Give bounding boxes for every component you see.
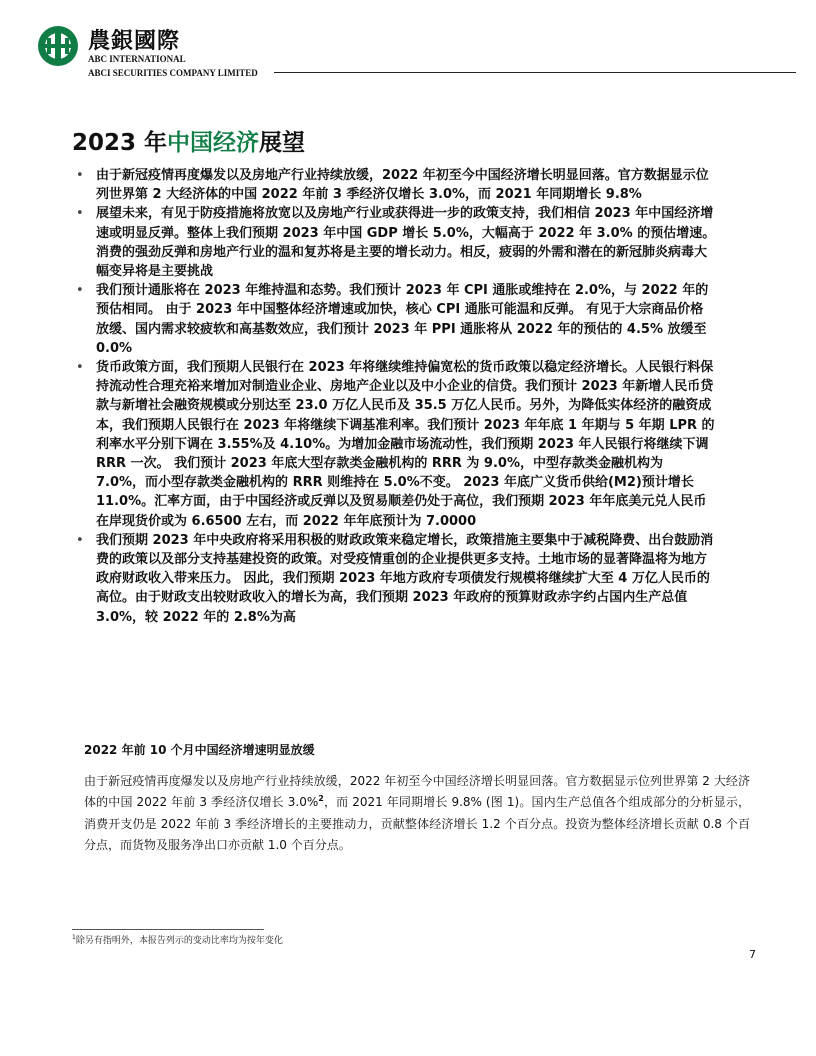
bullet-marker: • (76, 283, 84, 299)
key-point-gdp-slowdown (76, 166, 716, 204)
bullet-marker: • (76, 168, 84, 183)
page-title (72, 128, 305, 158)
footnote-reference[interactable]: 2 (318, 794, 324, 804)
paragraph-text-part1: 由于新冠疫情再度爆发以及房地产行业持续放缓，2022 年初至今中国经济增长明显回落。官方数据显示位列世界第 2 大经济体的中国 2022 年前 3 季经济仅增长 3.0% (84, 774, 750, 810)
key-point-text: 展望未来，有见于防疫措施将放宽以及房地产行业或获得进一步的政策支持，我们相信 2023 年中国经济增速或明显反弹。整体上我们预期 2023 年中国 GDP 增长 5.0%，大幅高于 2022 年 3.0% 的预估增速。消费的强劲反弹和房地产行业的温和复苏将是主要的增长动力。相反，疲弱的外需和潜在的新冠肺炎病毒大幅变异将是主要挑战 (96, 206, 716, 280)
key-point-text: 我们预计通胀将在 2023 年维持温和态势。我们预计 2023 年 CPI 通胀或维持在 2.0%，与 2022 年的预估相同。 由于 2023 年中国整体经济增速或加快，核心 CPI 通胀可能温和反弹。 有见于大宗商品价格放缓、国内需求较疲软和高基数效应，我们预计 2023 年 PPI 通胀将从 2022 年的预估的 4.5% 放缓至 0.0% (96, 283, 709, 356)
company-name-english: ABCI SECURITIES COMPANY LIMITED (88, 68, 258, 78)
section-body-paragraph (84, 771, 750, 856)
title-year: 2023 年 (72, 130, 168, 156)
section-heading: 2022 年前 10 个月中国经济增速明显放缓 (84, 743, 315, 757)
footnote-marker: 1 (72, 934, 76, 941)
page-header (36, 20, 776, 84)
paragraph-text-part2: ，而 2021 年同期增长 9.8% (图 1)。国内生产总值各个组成部分的分析显示，消费开支仍是 2022 年前 3 季经济增长的主要推动力，贡献整体经济增长 1.2 个百分点。投资为整体经济增长贡献 0.8 个百分点，而货物及服务净出口亦贡献 1.0 个百分点。 (84, 795, 750, 852)
title-highlight: 中国经济 (167, 130, 260, 156)
page-number: 7 (749, 948, 756, 961)
footnote-text: 除另有指明外，本报告列示的变动比率均为按年变化 (75, 936, 283, 946)
title-suffix: 展望 (259, 130, 306, 156)
key-point-inflation (76, 281, 716, 358)
key-point-fiscal-policy (76, 531, 716, 627)
footnote (72, 935, 283, 947)
brand-name-english: ABC INTERNATIONAL (88, 54, 186, 64)
key-point-text: 货币政策方面，我们预期人民银行在 2023 年将继续维持偏宽松的货币政策以稳定经济增长。人民银行料保持流动性合理充裕来增加对制造业企业、房地产企业以及中小企业的信贷。我们预计 2023 年新增人民币贷款与新增社会融资规模或分别达至 23.0 万亿人民币及 35.5 万亿人民币。另外，为降低实体经济的融资成本，我们预期人民银行在 2023 年将继续下调基准利率。我们预计 2023 年年底 1 年期与 5 年期 LPR 的利率水平分别下调在 3.55%及 4.10%。为增加金融市场流动性，我们预期 2023 年人民银行将继续下调 RRR 一次。 我们预计 2023 年底大型存款类金融机构的 RRR 为 9.0%，中型存款类金融机构为 7.0%，而小型存款类金融机构的 RRR 则维持在 5.0%不变。 2023 年底广义货币供给(M2)预计增长 11.0%。汇率方面，由于中国经济或反弹以及贸易顺差仍处于高位，我们预期 2023 年年底美元兑人民币在岸现货价或为 6.6500 左右，而 2022 年年底预计为 7.0000 (96, 360, 715, 529)
key-point-growth-outlook (76, 204, 716, 281)
header-divider (274, 72, 796, 73)
bullet-marker: • (76, 206, 84, 222)
bullet-marker: • (76, 360, 84, 376)
abc-bank-logo-icon (36, 24, 80, 68)
brand-name-chinese: 農銀國際 (88, 28, 181, 54)
key-point-monetary-policy (76, 358, 716, 531)
footnote-divider (72, 929, 264, 930)
key-points-list (76, 166, 716, 627)
key-point-text: 我们预期 2023 年中央政府将采用积极的财政政策来稳定增长，政策措施主要集中于减税降费、出台鼓励消费的政策以及部分支持基建投资的政策。对受疫情重创的企业提供更多支持。土地市场的显著降温将为地方政府财政收入带来压力。 因此，我们预期 2023 年地方政府专项债发行规模将继续扩大至 4 万亿人民币的高位。由于财政支出较财政收入的增长为高，我们预期 2023 年政府的预算财政赤字约占国内生产总值 3.0%，较 2022 年的 2.8%为高 (96, 532, 714, 625)
bullet-marker: • (76, 532, 84, 548)
key-point-text: 由于新冠疫情再度爆发以及房地产行业持续放缓，2022 年初至今中国经济增长明显回落。官方数据显示位列世界第 2 大经济体的中国 2022 年前 3 季经济仅增长 3.0%，而 2021 年同期增长 9.8% (96, 168, 709, 203)
